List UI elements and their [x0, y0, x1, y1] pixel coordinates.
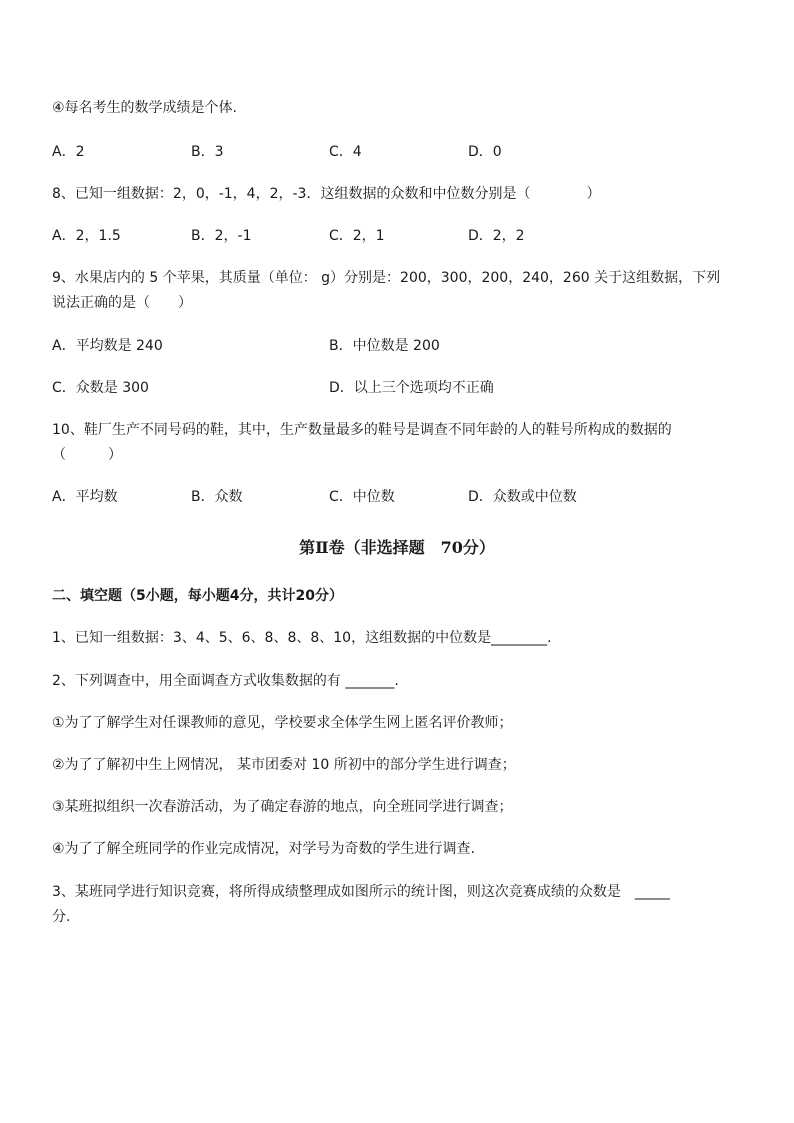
q9-option-d[interactable]: D．以上三个选项均不正确 — [329, 380, 494, 396]
q9-question-line2: 说法正确的是（ ） — [52, 295, 192, 311]
q7-option-b[interactable]: B．3 — [191, 144, 224, 160]
q8-question: 8、已知一组数据：2，0，-1，4，2，-3．这组数据的众数和中位数分别是（ ） — [52, 186, 601, 202]
q9-option-b[interactable]: B．中位数是 200 — [329, 338, 440, 354]
q9-question-line1: 9、水果店内的 5 个苹果，其质量（单位： g）分别是：200，300，200，240，260 关于这组数据，下列 — [52, 270, 721, 286]
q8-option-d[interactable]: D．2，2 — [468, 228, 525, 244]
q8-option-c[interactable]: C．2，1 — [329, 228, 385, 244]
q9-option-c[interactable]: C．众数是 300 — [52, 380, 149, 396]
q10-option-a[interactable]: A．平均数 — [52, 489, 118, 505]
fill-section-heading: 二、填空题（5小题，每小题4分，共计20分） — [52, 588, 343, 604]
fill1-question: 1、已知一组数据：3、4、5、6、8、8、8、10，这组数据的中位数是________. — [52, 630, 552, 646]
part2-title: 第Ⅱ卷（非选择题 70分） — [299, 538, 495, 557]
fill2-item-3: ③某班拟组织一次春游活动，为了确定春游的地点，向全班同学进行调查； — [52, 799, 513, 815]
q8-option-b[interactable]: B．2，-1 — [191, 228, 252, 244]
q7-option-a[interactable]: A．2 — [52, 144, 85, 160]
fill2-item-1: ①为了了解学生对任课教师的意见，学校要求全体学生网上匿名评价教师； — [52, 715, 513, 731]
q9-option-a[interactable]: A．平均数是 240 — [52, 338, 163, 354]
fill2-question: 2、下列调查中，用全面调查方式收集数据的有 _______. — [52, 673, 399, 689]
q7-statement-4: ④每名考生的数学成绩是个体. — [52, 100, 238, 116]
q10-question-line2: （ ） — [52, 447, 122, 463]
fill2-item-4: ④为了了解全班同学的作业完成情况，对学号为奇数的学生进行调查. — [52, 841, 475, 857]
q7-option-c[interactable]: C．4 — [329, 144, 362, 160]
q10-option-d[interactable]: D．众数或中位数 — [468, 489, 577, 505]
fill3-question-line2: 分. — [52, 909, 71, 925]
q10-question-line1: 10、鞋厂生产不同号码的鞋，其中，生产数量最多的鞋号是调查不同年龄的人的鞋号所构成的数据的 — [52, 422, 672, 438]
q7-option-d[interactable]: D．0 — [468, 144, 502, 160]
fill3-question-line1: 3、某班同学进行知识竞赛，将所得成绩整理成如图所示的统计图，则这次竞赛成绩的众数是 _____ — [52, 884, 670, 900]
q10-option-c[interactable]: C．中位数 — [329, 489, 395, 505]
q10-option-b[interactable]: B．众数 — [191, 489, 243, 505]
fill2-item-2: ②为了了解初中生上网情况， 某市团委对 10 所初中的部分学生进行调查； — [52, 757, 516, 773]
q8-option-a[interactable]: A．2，1.5 — [52, 228, 121, 244]
